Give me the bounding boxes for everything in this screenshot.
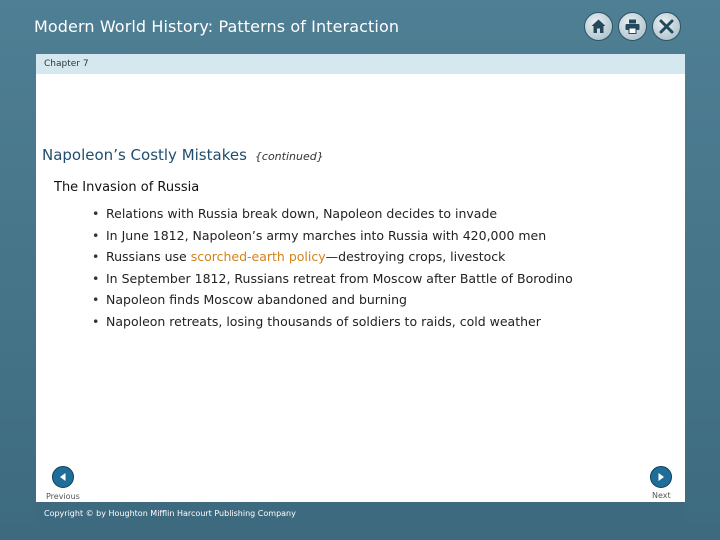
previous-label[interactable]: Previous [46, 492, 80, 501]
section-heading: The Invasion of Russia [54, 180, 200, 195]
next-button[interactable] [650, 466, 672, 488]
footer-bar [36, 502, 685, 526]
bullet-item [92, 246, 573, 268]
close-button[interactable] [652, 12, 681, 41]
bullet-text: Russians use [106, 249, 191, 265]
print-icon [624, 18, 641, 35]
next-label[interactable]: Next [652, 491, 671, 500]
slide-title [42, 146, 324, 164]
bullet-item: • Napoleon retreats, losing thousands of soldiers to raids, cold weather [92, 311, 573, 333]
highlighted-term: scorched-earth policy [190, 249, 326, 265]
top-toolbar [584, 12, 681, 41]
bullet-item: • Relations with Russia break down, Napoleon decides to invade [92, 203, 573, 225]
app-title: Modern World History: Patterns of Interaction [34, 17, 400, 36]
bullet-item: • Napoleon finds Moscow abandoned and burning [92, 289, 573, 311]
chapter-label: Chapter 7 [44, 59, 89, 69]
bullet-list [92, 203, 573, 333]
close-icon [658, 18, 675, 35]
home-button[interactable] [584, 12, 613, 41]
previous-button[interactable] [52, 466, 74, 488]
chapter-bar [36, 54, 685, 74]
arrow-left-icon [57, 471, 69, 483]
bullet-text: —destroying crops, livestock [325, 249, 506, 265]
bullet-item: • In September 1812, Russians retreat from Moscow after Battle of Borodino [92, 268, 573, 290]
home-icon [590, 18, 607, 35]
slide-title-text: Napoleon’s Costly Mistakes [42, 146, 247, 164]
print-button[interactable] [618, 12, 647, 41]
arrow-right-icon [655, 471, 667, 483]
bullet-item: • In June 1812, Napoleon’s army marches into Russia with 420,000 men [92, 225, 573, 247]
slide-content [36, 74, 685, 502]
continued-label: {continued} [254, 150, 324, 163]
copyright-text: Copyright © by Houghton Mifflin Harcourt Publishing Company [44, 509, 296, 518]
